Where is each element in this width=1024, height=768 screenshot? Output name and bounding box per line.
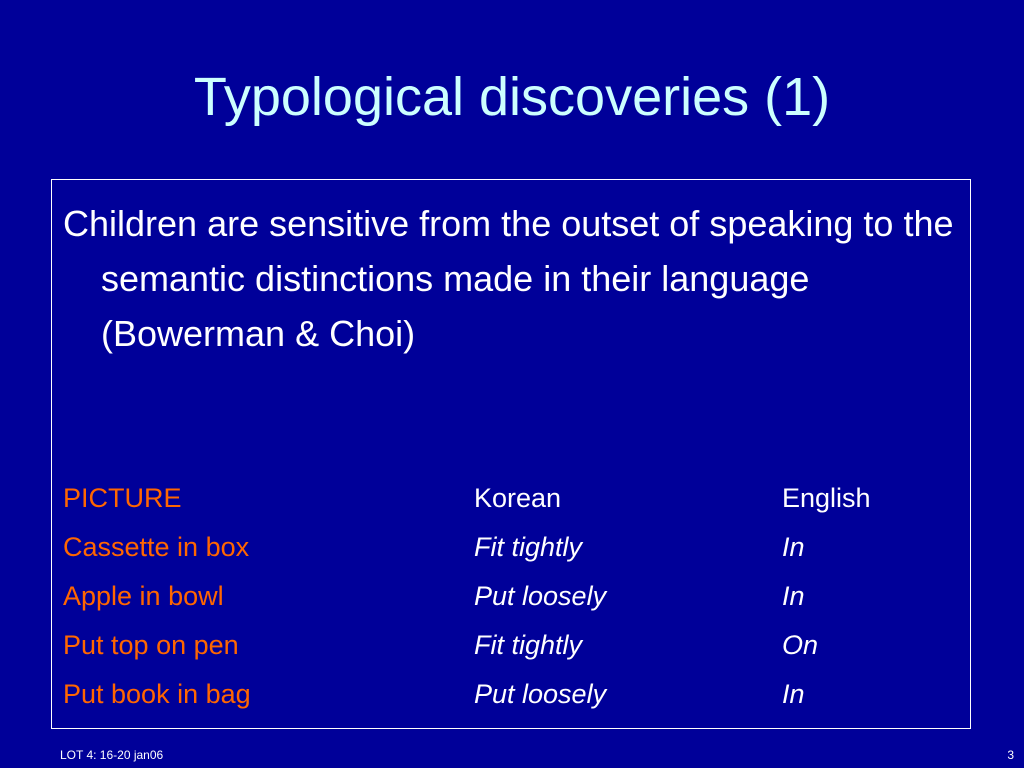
korean-cell: Put loosely: [474, 581, 607, 611]
header-picture: PICTURE: [63, 483, 182, 513]
korean-cell: Fit tightly: [474, 532, 583, 562]
bullet-text: Children are sensitive from the outset of speaking to the semantic distinctions made in their language (Bowerman & Choi): [63, 203, 954, 354]
comparison-table: [63, 474, 953, 719]
picture-cell: Cassette in box: [63, 532, 250, 562]
picture-cell: Put book in bag: [63, 679, 251, 709]
header-english: English: [782, 483, 871, 513]
picture-cell: Put top on pen: [63, 630, 239, 660]
content-box: [51, 179, 971, 729]
table-row: [63, 523, 953, 572]
table-row: [63, 621, 953, 670]
english-cell: In: [782, 532, 805, 562]
korean-cell: Put loosely: [474, 679, 607, 709]
footer-label: LOT 4: 16-20 jan06: [60, 748, 164, 762]
table-row: [63, 670, 953, 719]
table-header-row: [63, 474, 953, 523]
english-cell: On: [782, 630, 819, 660]
page-number: 3: [1007, 748, 1014, 762]
table-row: [63, 572, 953, 621]
english-cell: In: [782, 679, 805, 709]
english-cell: In: [782, 581, 805, 611]
slide-title: Typological discoveries (1): [193, 67, 831, 127]
picture-cell: Apple in bowl: [63, 581, 224, 611]
header-korean: Korean: [474, 483, 562, 513]
korean-cell: Fit tightly: [474, 630, 583, 660]
